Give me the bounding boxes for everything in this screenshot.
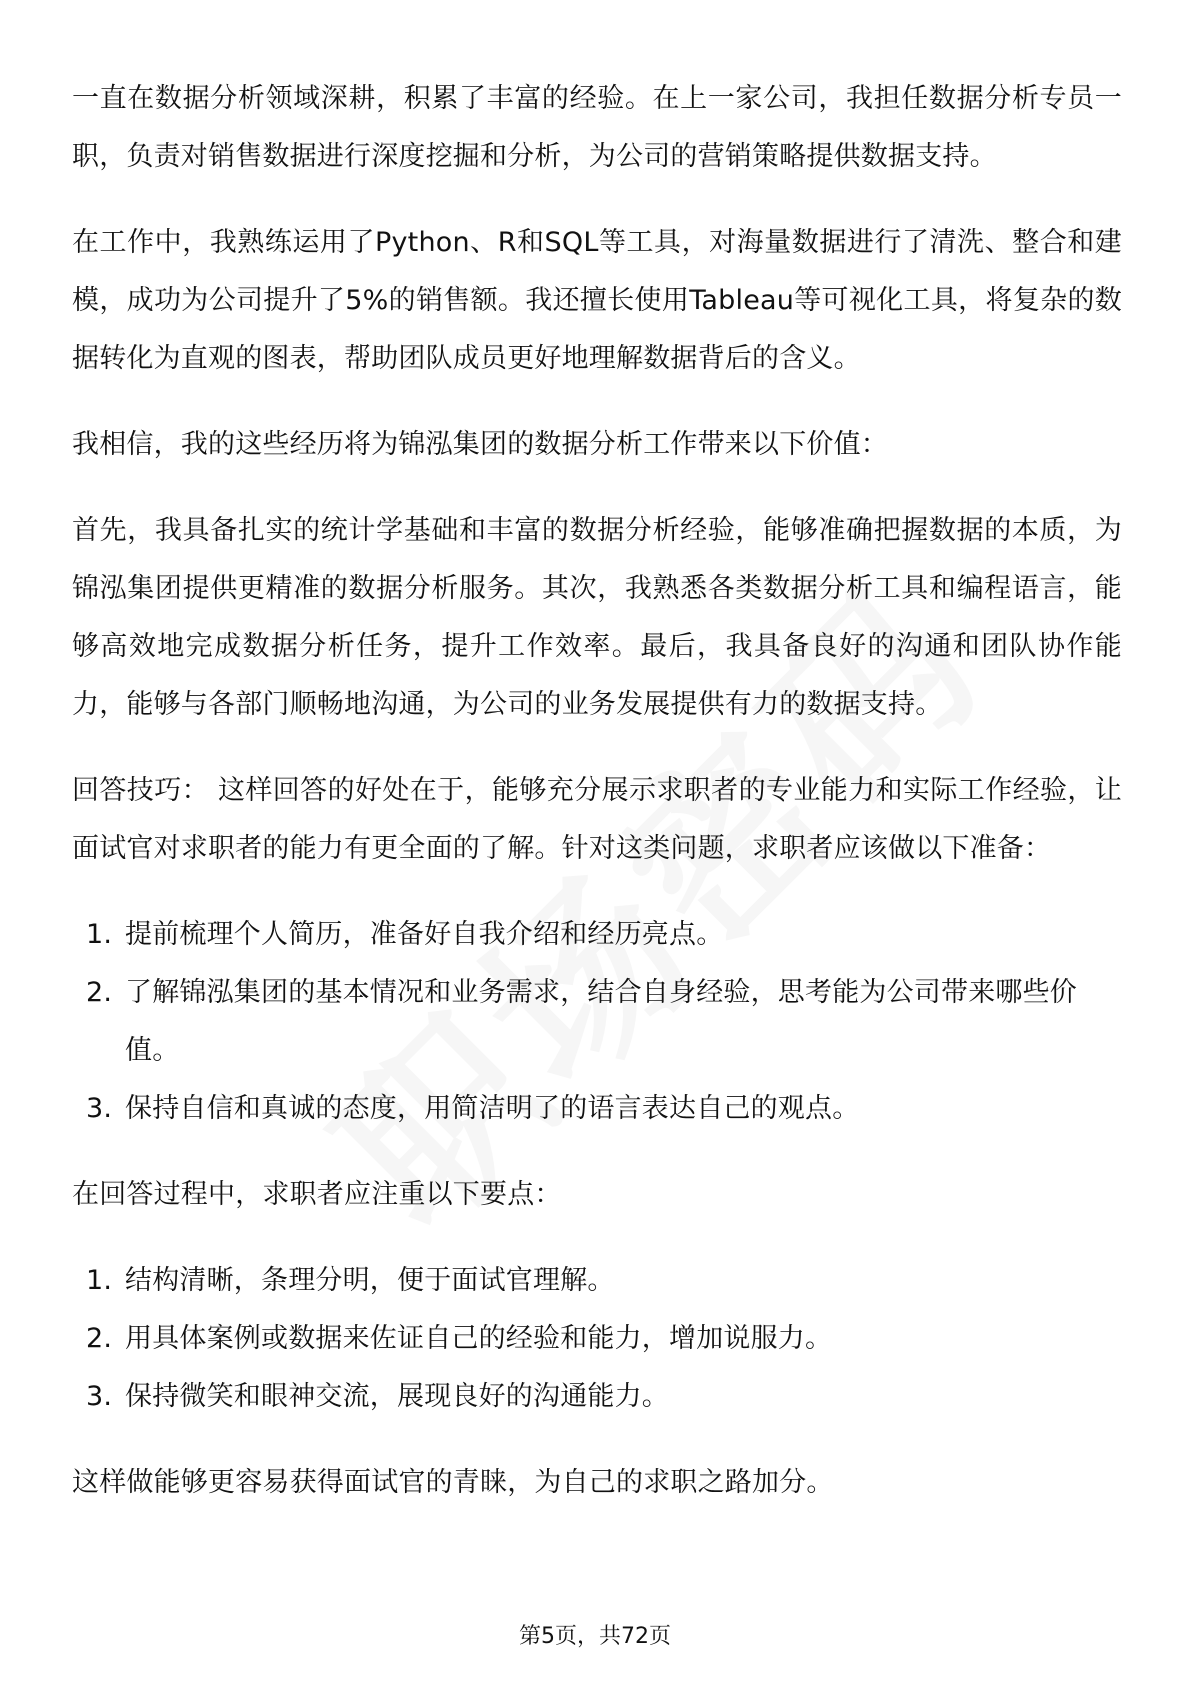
preparation-list [72,906,1122,1138]
list-item [72,1368,1122,1426]
paragraph-experience: 一直在数据分析领域深耕，积累了丰富的经验。在上一家公司，我担任数据分析专员一职，负责对销售数据进行深度挖掘和分析，为公司的营销策略提供数据支持。 [72,83,1122,172]
paragraph-value-detail: 首先，我具备扎实的统计学基础和丰富的数据分析经验，能够准确把握数据的本质，为锦泓集团提供更精准的数据分析服务。其次，我熟悉各类数据分析工具和编程语言，能够高效地完成数据分析任务，提升工作效率。最后，我具备良好的沟通和团队协作能力，能够与各部门顺畅地沟通，为公司的业务发展提供有力的数据支持。 [72,515,1122,720]
paragraph-tips: 回答技巧： 这样回答的好处在于，能够充分展示求职者的专业能力和实际工作经验，让面试官对求职者的能力有更全面的了解。针对这类问题，求职者应该做以下准备： [72,775,1122,864]
list-number: 1. [86,1265,113,1296]
paragraph-tools: 在工作中，我熟练运用了Python、R和SQL等工具，对海量数据进行了清洗、整合和建模，成功为公司提升了5%的销售额。我还擅长使用Tableau等可视化工具，将复杂的数据转化为直观的图表，帮助团队成员更好地理解数据背后的含义。 [72,227,1122,374]
list-number: 2. [86,1323,113,1354]
key-points-list [72,1252,1122,1426]
list-number: 3. [86,1093,113,1124]
paragraph-closing: 这样做能够更容易获得面试官的青睐，为自己的求职之路加分。 [72,1467,834,1498]
list-text: 提前梳理个人简历，准备好自我介绍和经历亮点。 [125,919,724,950]
list-text: 保持微笑和眼神交流，展现良好的沟通能力。 [125,1381,669,1412]
list-number: 1. [86,919,113,950]
list-item [72,1252,1122,1310]
list-text: 用具体案例或数据来佐证自己的经验和能力，增加说服力。 [125,1323,833,1354]
list-text: 保持自信和真诚的态度，用简洁明了的语言表达自己的观点。 [125,1093,860,1124]
list-item [72,1080,1122,1138]
list-number: 3. [86,1381,113,1412]
document-body [72,70,1122,1540]
list-number: 2. [86,977,113,1008]
list-text: 了解锦泓集团的基本情况和业务需求，结合自身经验，思考能为公司带来哪些价值。 [125,977,1077,1066]
list-item [72,906,1122,964]
page-number-footer: 第5页，共72页 [519,1624,671,1649]
paragraph-value-intro: 我相信，我的这些经历将为锦泓集团的数据分析工作带来以下价值： [72,429,888,460]
list-text: 结构清晰，条理分明，便于面试官理解。 [125,1265,615,1296]
list-item [72,964,1122,1080]
list-item [72,1310,1122,1368]
paragraph-points-intro: 在回答过程中，求职者应注重以下要点： [72,1179,562,1210]
